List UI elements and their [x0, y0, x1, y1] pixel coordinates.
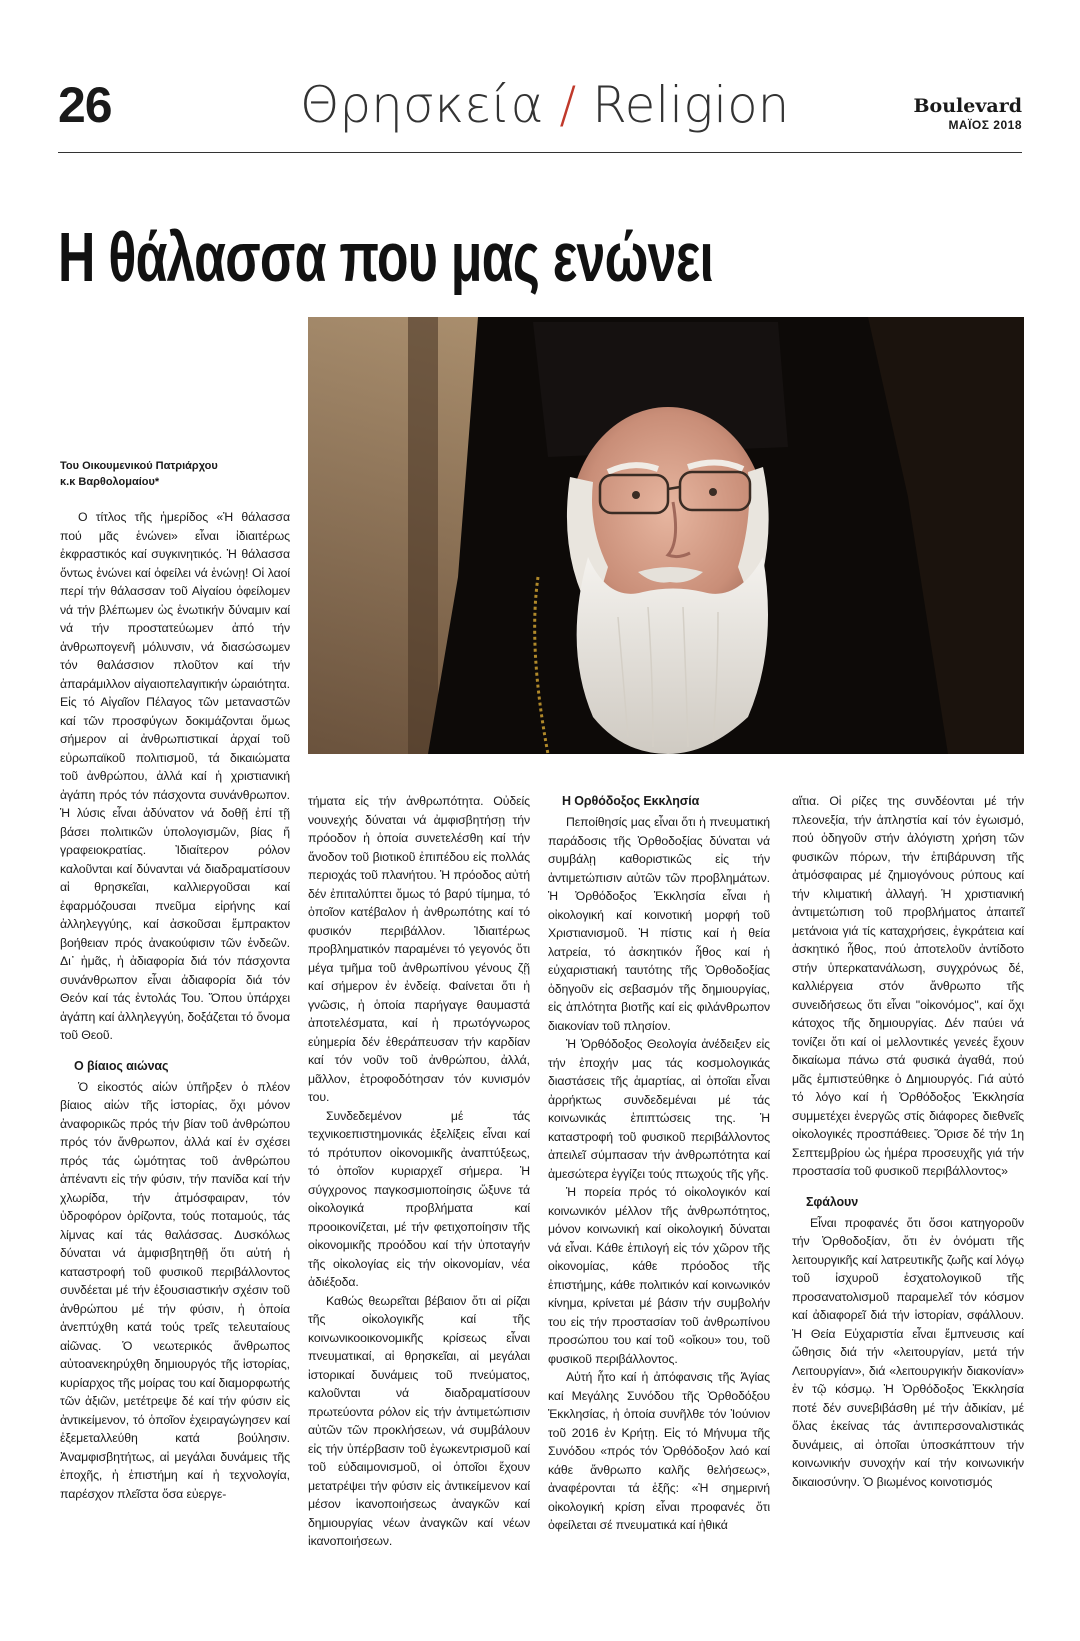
- section-title-separator: /: [543, 76, 593, 134]
- byline-author-name: κ.κ Βαρθολομαίου*: [60, 476, 160, 488]
- paragraph: Αὐτή ἦτο καί ἡ ἀπόφανσις τῆς Ἁγίας καί Μεγάλης Συνόδου τῆς Ὀρθοδόξου Ἐκκλησίας, ἡ ὁποία συνῆλθε τόν Ἰούνιον τοῦ 2016 ἐν Κρήτῃ. Εἰς τό Μήνυμα τῆς Συνόδου «πρός τόν Ὀρθόδοξον λαό καί κάθε ἄνθρωπο καλῆς θελήσεως», ἀναφέρονται τά ἑξῆς: «Ἡ σημερινή οἰκολογική κρίση εἶναι προφανές ὅτι ὀφείλεται σέ πνευματικά καί ἠθικά: [548, 1370, 770, 1532]
- paragraph: Ο τίτλος τῆς ἡμερίδος «Ἡ θάλασσα πού μᾶς ἑνώνει» εἶναι ἰδιαιτέρως ἐκφραστικός καί συγκινητικός. Ἡ θάλασσα ὄντως ἑνώνει καί ὀφείλει νά ἑνώνῃ! Οἱ λαοί περί τήν θάλασσαν τοῦ Αἰγαίου ὀφείλομεν νά τήν βλέπωμεν ὡς ἑνωτικήν δύναμιν καί νά τήν προστατεύωμεν ἀπό τήν ἀνθρωπογενῆ μόλυνσιν, νά διασώσωμεν τόν θαλάσσιον πλοῦτον καί τήν ἀπαράμιλλον αἰγαιοπελαγιτικήν ὡραιότητα. Εἰς τό Αἰγαῖον Πέλαγος τῶν μεταναστῶν καί τῶν προσφύγων δοκιμάζονται ὅμως σήμερον αἱ ἀνθρωπιστικαί ἀρχαί τοῦ εὐρωπαϊκοῦ πολιτισμοῦ, τά δικαιώματα τοῦ ἀνθρώπου, ἀλλά καί ἡ χριστιανική ἀγάπη πρός τόν πάσχοντα συνάνθρωπον. Ἡ λύσις εἶναι ἀδύνατον νά δοθῇ ἐπί τῇ βάσει πολιτικῶν ὑπολογισμῶν, βίας ἤ γραφειοκρατίας. Ἰδιαίτερον ρόλον καλοῦνται καί δύνανται νά διαδραματίσουν αἱ θρησκεῖαι, καλλιεργοῦσαι καί ἐφαρμόζουσαι πνεῦμα εἰρήνης καί ἀλληλεγγύης, καί ἀσκοῦσαι ἔμπρακτον βοήθειαν πρός ἀνακούφισιν τῶν ἐνδεῶν. Δι᾽ ἡμᾶς, ἡ ἀδιαφορία διά τόν πάσχοντα συνάνθρωπον εἶναι ἀδιαφορία διά τόν Θεόν καί τάς ἐντολάς Του. Ὅπου ὑπάρχει ἀγάπη καί ἀλληλεγγύη, δοξάζεται τό ὄνομα τοῦ Θεοῦ.: [60, 510, 290, 1042]
- brand-logo: Boulevard: [913, 95, 1022, 117]
- paragraph: Καθώς θεωρεῖται βέβαιον ὅτι αἱ ρίζαι τῆς οἰκολογικῆς καί τῆς κοινωνικοοικονομικῆς κρίσεως εἶναι πνευματικαί, αἱ θρησκεῖαι, αἱ μεγάλαι ἱστορικαί δυνάμεις τοῦ πνεύματος, καλοῦνται νά διαδραματίσουν πρωτεύοντα ρόλον εἰς τήν ἀντιμετώπισιν αὐτῶν τῶν προκλήσεων, νά συμβάλουν εἰς τήν ὑπέρβασιν τοῦ ἐγωκεντρισμοῦ καί τοῦ εὐδαιμονισμοῦ, οἱ ὁποῖοι ἔχουν μετατρέψει τήν φύσιν εἰς ἀντικείμενον καί μέσον ἱκανοποιήσεως ἀναγκῶν καί δημιουργίας νέων ἀναγκῶν καί νέων ἱκανοποιήσεων.: [308, 1293, 530, 1548]
- section-title-english: Religion: [592, 76, 790, 134]
- section-title: [300, 76, 790, 134]
- issue-date: ΜΑΪΟΣ 2018: [948, 118, 1022, 132]
- article-column-3: [548, 792, 770, 1535]
- article-byline: [60, 458, 290, 490]
- patriarch-portrait-photo: [308, 317, 1024, 754]
- page-number: 26: [58, 77, 112, 133]
- paragraph: Ὁ εἰκοστός αἰών ὑπῆρξεν ὁ πλέον βίαιος αἰών τῆς ἱστορίας, ὄχι μόνον ἀναφορικῶς πρός τήν βίαν τοῦ ἀνθρώπου πρός τόν ἄνθρωπον, ἀλλά καί ἐν σχέσει πρός τάς ὠμότητας τοῦ ἀνθρώπου ἀπέναντι εἰς τήν φύσιν, τήν πανίδα καί τήν χλωρίδα, τήν ἀτμόσφαιραν, τόν ὑδροφόρον ὁρίζοντα, τούς ποταμούς, τάς λίμνας καί τάς θαλάσσας. Δυσκόλως δύναται νά ἀμφισβητηθῇ ὅτι αὐτή ἡ καταστροφή τοῦ φυσικοῦ περιβάλλοντος συνδέεται μέ τήν ἐξουσιαστικήν σχέσιν τοῦ ἀνθρώπου μέ τήν φύσιν, ἡ ὁποία ἀνεπτύχθη κατά τούς τρεῖς τελευταίους αἰῶνας. Ὁ νεωτερικός ἄνθρωπος αὐτοανεκηρύχθη δημιουργός τῆς ἱστορίας, κυρίαρχος τῆς μοίρας του καί διαμορφωτής τῶν ἀξιῶν, μετέτρεψε δέ καί τήν φύσιν εἰς ἀντικείμενον, τό ὁποῖον ἐχειραγώγησεν καί ἐξεμεταλλεύθη κατά βούλησιν. Ἀναμφισβητήτως, αἱ μεγάλαι δυνάμεις τῆς ἐποχῆς, ἡ ἐπιστήμη καί ἡ τεχνολογία, παρέσχον πλεῖστα ὅσα εὐεργε-: [60, 1079, 290, 1501]
- paragraph: Συνδεδεμένον μέ τάς τεχνικοεπιστημονικάς ἐξελίξεις εἶναι καί τό πρότυπον οἰκονομικῆς ἀναπτύξεως, τό ὁποῖον κυριαρχεῖ σήμερα. Ἡ σύγχρονος παγκοσμιοποίησις ὤξυνε τά οἰκολογικά προβλήματα καί προοικονίζεται, μέ τήν φετιχοποίησιν τῆς οἰκονομικῆς προόδου καί τήν ὑποταγήν τῆς οἰκολογίας εἰς τήν οἰκονομίαν, νέα ἀδιέξοδα.: [308, 1108, 530, 1289]
- subheading: Η Ορθόδοξος Εκκλησία: [562, 794, 700, 808]
- paragraph: τήματα εἰς τήν ἀνθρωπότητα. Οὐδείς νουνεχής δύναται νά ἀμφισβητήσῃ τήν πρόοδον ἡ ὁποία συνετελέσθη καί τήν ἄνοδον τοῦ βιοτικοῦ ἐπιπέδου εἰς πολλάς περιοχάς τοῦ πλανήτου. Ἡ πρόοδος αὐτή δέν ἐπιταλύπτει ὅμως τό βαρύ τίμημα, τό ὁποῖον κατέβαλον ἡ ἀνθρωπότης καί τό φυσικόν περιβάλλον. Ἰδιαιτέρως προβληματικόν παραμένει τό γεγονός ὅτι μέγα τμῆμα τοῦ ἀνθρωπίνου γένους ζῇ καί σήμερον ἐν ἐνδείᾳ. Φαίνεται ὅτι ἡ γνῶσις, ἡ ὁποία παρήγαγε θαυμαστά ἀποτελέσματα, καί ἡ πρωτόγνωρος εὐημερία δέν ἐθεράπευσαν τήν καρδίαν καί τόν νοῦν τοῦ ἀνθρώπου, ἀλλά, μᾶλλον, ἐτροφοδότησαν τόν κυνισμόν του.: [308, 794, 530, 1104]
- byline-author-title: Του Οικουμενικού Πατριάρχου: [60, 460, 218, 472]
- paragraph: Ἡ πορεία πρός τό οἰκολογικόν καί κοινωνικόν μέλλον τῆς ἀνθρωπότητος, μόνον κοινωνική καί οἰκολογική δύναται νά εἶναι. Κάθε ἐπιλογή εἰς τόν χῶρον τῆς οἰκονομίας, κάθε πρόοδος τῆς ἐπιστήμης, κάθε πολιτικόν καί κοινωνικόν κίνημα, κρίνεται μέ βάσιν τήν συμβολήν του εἰς τήν προστασίαν τοῦ ἀνθρωπίνου προσώπου του καί τοῦ «οἴκου» του, τοῦ φυσικοῦ περιβάλλοντος.: [548, 1185, 770, 1366]
- article-column-4: [792, 792, 1024, 1491]
- header-divider: [58, 152, 1022, 153]
- paragraph: Ἡ Ὀρθόδοξος Θεολογία ἀνέδειξεν εἰς τήν ἐποχήν μας τάς κοσμολογικάς διαστάσεις τῆς ἁμαρτίας, αἱ ὁποῖαι εἶναι ἀρρήκτως συνδεδεμέναι μέ τάς κοινωνικάς ἐπιπτώσεις της. Ἡ καταστροφή τοῦ φυσικοῦ περιβάλλοντος ἀπειλεῖ σύμπασαν τήν ἀνθρωπότητα καί ἀμεσώτερα ἐγγίζει τούς πτωχούς τῆς γῆς.: [548, 1037, 770, 1181]
- article-column-1: [60, 508, 290, 1503]
- subheading: Σφάλουν: [806, 1194, 859, 1209]
- paragraph: Εἶναι προφανές ὅτι ὅσοι κατηγοροῦν τήν Ὀρθοδοξίαν, ὅτι ἐν ὀνόματι τῆς λειτουργικῆς καί λατρευτικῆς ζωῆς καί λόγῳ τοῦ ἰσχυροῦ ἐσχατολογικοῦ τῆς προσανατολισμοῦ παραμελεῖ τόν κόσμον καί ἀδιαφορεῖ διά τήν ἱστορίαν, σφάλλουν. Ἡ Θεία Εὐχαριστία εἶναι ἔμπνευσις καί ὤθησις διά τήν «λειτουργίαν, μετά τήν Λειτουργίαν», διά «λειτουργικήν διακονίαν» ἐν τῷ κόσμῳ. Ἡ Ὀρθόδοξος Ἐκκλησία ποτέ δέν συνεβιβάσθη μέ τήν ἀδικίαν, μέ ὅλας ἐκείνας τάς ἀντιπερσοναλιστικάς δυνάμεις, αἱ ὁποῖαι ὑποσκάπτουν τήν κοινωνικήν συνοχήν καί τήν κοινωνικήν δικαιοσύνην. Ὁ βιωμένος κοινοτισμός: [792, 1215, 1024, 1489]
- magazine-brand: [914, 97, 1023, 132]
- article-column-2: [308, 792, 530, 1551]
- paragraph: αἴτια. Οἱ ρίζες της συνδέονται μέ τήν πλεονεξία, τήν ἀπληστία καί τόν ἐγωισμό, πού ὁδηγοῦν στήν ἀλόγιστη χρήση τῶν φυσικῶν πόρων, τήν ἐπιβάρυνση τῆς ἀτμόσφαιρας μέ ζημιογόνους ρύπους καί τήν κλιματική ἀλλαγή. Ἡ χριστιανική ἀντιμετώπιση τοῦ προβλήματος ἀπαιτεῖ μετάνοια γιά τίς καταχρήσεις, ἐγκράτεια καί ἀσκητικό ἦθος, πού ἀποτελοῦν ἀντίδοτο στήν ὑπερκατανάλωση, συγχρόνως δέ, καλλιέργεια στόν ἄνθρωπο τῆς συνειδήσεως ὅτι εἶναι "οἰκονόμος", καί ὄχι κάτοχος τῆς δημιουργίας. Δέν παύει νά τονίζει ὅτι καί οἱ μελλοντικές γενεές ἔχουν δικαίωμα πάνω στά φυσικά ἀγαθά, πού μᾶς ἐμπιστεύθηκε ὁ Δημιουργός. Γιά αὐτό τό λόγο καί ἡ Ὀρθόδοξος Ἐκκλησία συμμετέχει ἐνεργῶς στίς διάφορες διεθνεῖς οἰκολογικές προσπάθειες. Ὅρισε δέ τήν 1η Σεπτεμβρίου ὡς ἡμέρα προσευχῆς γιά τήν προστασία τοῦ φυσικοῦ περιβάλλοντος»: [792, 794, 1024, 1178]
- subheading: Ο βίαιος αιώνας: [74, 1058, 169, 1073]
- portrait-image: [308, 317, 1024, 754]
- section-title-greek: Θρησκεία: [300, 76, 544, 134]
- paragraph: Πεποίθησίς μας εἶναι ὅτι ἡ πνευματική παράδοσις τῆς Ὀρθοδοξίας δύναται νά συμβάλῃ καθοριστικῶς εἰς τήν ἀντιμετώπισιν αὐτῶν τῶν προβλημάτων. Ἡ Ὀρθόδοξος Ἐκκλησία εἶναι ἡ οἰκολογική καί κοινοτική μορφή τοῦ Χριστιανισμοῦ. Ἡ πίστις καί ἡ θεία λατρεία, τό ἀσκητικόν ἦθος καί ἡ εὐχαριστιακή ταυτότης τῆς Ὀρθοδοξίας ὁδηγοῦν εἰς σεβασμόν τῆς δημιουργίας, εἰς ἀπλότητα βιοτῆς καί εἰς φιλάνθρωπον διακονίαν τοῦ πλησίον.: [548, 815, 770, 1033]
- article-headline: Η θάλασσα που μας ενώνει: [58, 218, 714, 296]
